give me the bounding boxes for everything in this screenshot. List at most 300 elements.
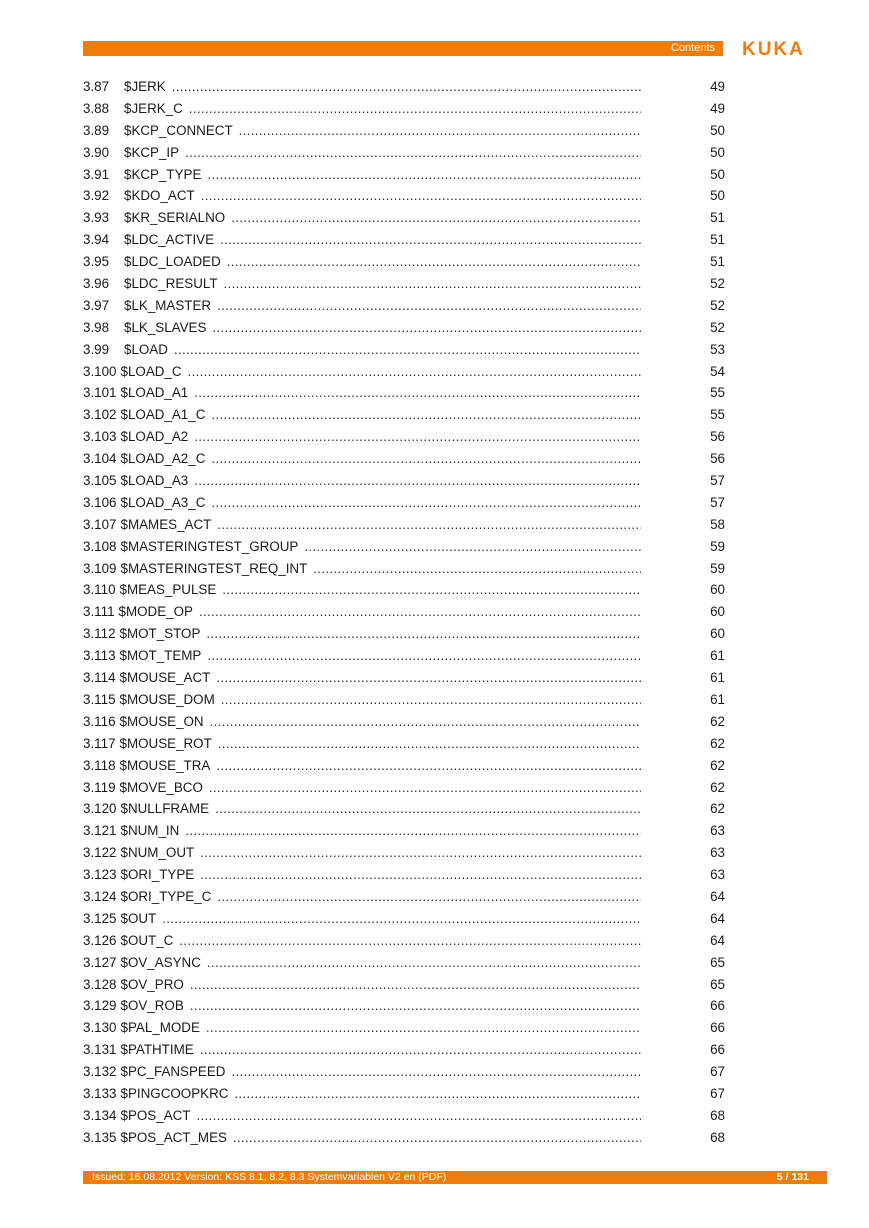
toc-entry[interactable] [83,777,725,799]
toc-entry-number: 3.97 [83,297,110,313]
toc-entry-number: 3.117 [83,735,116,751]
footer-bar [83,1171,827,1184]
toc-entry-page: 64 [710,932,725,948]
toc-entry[interactable] [83,317,725,339]
toc-leader-dots [207,952,641,974]
toc-entry-page: 55 [710,385,725,401]
toc-leader-dots [313,558,641,580]
toc-entry-number: 3.114 [83,670,116,686]
toc-entry-title: $JERK_C [124,100,183,116]
toc-entry-number: 3.95 [83,254,110,270]
toc-leader-dots [220,229,641,251]
toc-entry-title: $OUT_C [120,932,174,948]
toc-entry-number: 3.103 [83,429,117,445]
toc-entry[interactable] [83,426,725,448]
toc-leader-wrap [201,164,641,186]
toc-entry-title: $MOUSE_DOM [119,691,215,707]
toc-entry[interactable] [83,601,725,623]
toc-leader-dots [194,470,641,492]
toc-entry[interactable] [83,492,725,514]
toc-entry-page: 52 [710,297,725,313]
toc-entry-title: $LOAD_A1 [120,385,189,401]
toc-leader-wrap [190,1105,641,1127]
toc-entry-page: 66 [710,1020,725,1036]
toc-leader-wrap [200,1017,641,1039]
toc-leader-dots [199,601,641,623]
toc-entry-title: $NULLFRAME [120,801,210,817]
toc-leader-dots [200,842,641,864]
toc-leader-wrap [211,886,641,908]
toc-entry-number: 3.118 [83,757,116,773]
toc-leader-wrap [211,295,641,317]
toc-entry-number: 3.108 [83,538,117,554]
toc-entry-number: 3.99 [83,341,110,357]
toc-leader-dots [188,361,641,383]
toc-entry[interactable] [83,820,725,842]
toc-leader-wrap [210,667,641,689]
toc-leader-wrap [182,361,641,383]
toc-entry-page: 49 [710,79,725,94]
toc-entry-page: 50 [710,144,725,160]
toc-entry[interactable] [83,798,725,820]
toc-entry-title: $POS_ACT [120,1107,191,1123]
toc-entry-title: $LOAD_A3_C [120,494,206,510]
toc-entry-number: 3.135 [83,1129,117,1145]
toc-entry-number: 3.113 [83,648,116,664]
toc-entry[interactable] [83,930,725,952]
toc-entry[interactable] [83,1127,725,1149]
footer-issued-info: Issued: 16.08.2012 Version: KSS 8.1, 8.2, 8.3 Systemvariablen V2 en (PDF) [92,1171,447,1183]
toc-leader-wrap [173,930,641,952]
toc-entry-title: $MOT_STOP [119,626,201,642]
toc-leader-wrap [225,1061,641,1083]
toc-entry-number: 3.110 [83,582,116,598]
toc-leader-wrap [205,492,641,514]
toc-entry-page: 49 [710,100,725,116]
toc-entry-page: 55 [710,407,725,423]
toc-entry[interactable] [83,623,725,645]
toc-entry-number: 3.121 [83,823,117,839]
toc-entry-number: 3.122 [83,845,117,861]
toc-entry-page: 61 [710,648,725,664]
toc-entry-number: 3.125 [83,910,117,926]
toc-entry-page: 62 [710,801,725,817]
toc-leader-dots [224,273,641,295]
toc-leader-dots [218,733,641,755]
toc-entry-title: $LOAD_C [120,363,182,379]
toc-entry-number: 3.87 [83,79,110,94]
toc-entry[interactable] [83,886,725,908]
toc-entry-title: $MASTERINGTEST_REQ_INT [120,560,308,576]
toc-leader-wrap [204,711,641,733]
toc-leader-dots [221,689,641,711]
toc-entry-title: $PATHTIME [120,1042,194,1058]
toc-entry-title: $POS_ACT_MES [120,1129,227,1145]
toc-entry-number: 3.131 [83,1042,117,1058]
toc-leader-wrap [216,579,641,601]
toc-entry[interactable] [83,579,725,601]
toc-leader-wrap [215,689,641,711]
toc-entry-title: $LK_MASTER [124,297,212,313]
toc-leader-wrap [228,1083,641,1105]
toc-entry-page: 66 [710,998,725,1014]
toc-leader-dots [174,339,641,361]
toc-entry-number: 3.89 [83,122,110,138]
header-section-title: Contents [670,42,715,54]
toc-leader-wrap [188,470,641,492]
toc-entry-title: $ORI_TYPE_C [120,888,212,904]
toc-entry-number: 3.101 [83,385,117,401]
toc-entry-number: 3.100 [83,363,117,379]
toc-entry-title: $PAL_MODE [120,1020,200,1036]
toc-entry-number: 3.106 [83,494,117,510]
toc-entry-title: $LK_SLAVES [124,319,207,335]
toc-leader-dots [200,864,641,886]
toc-entry[interactable] [83,229,725,251]
toc-entry-title: $LDC_LOADED [124,254,221,270]
toc-leader-dots [217,886,641,908]
toc-entry-title: $LOAD_A1_C [120,407,206,423]
toc-leader-dots [217,514,641,536]
toc-entry-number: 3.120 [83,801,117,817]
svg-text:KUKA: KUKA [742,39,805,60]
toc-entry-title: $OV_ASYNC [120,954,201,970]
toc-entry-title: $KCP_CONNECT [124,122,233,138]
toc-entry-title: $MOVE_BCO [119,779,203,795]
toc-entry-page: 50 [710,122,725,138]
toc-leader-dots [217,295,641,317]
toc-entry-title: $MOUSE_TRA [119,757,211,773]
toc-entry-title: $MEAS_PULSE [119,582,217,598]
toc-entry[interactable] [83,470,725,492]
toc-entry-page: 54 [710,363,725,379]
toc-entry-page: 63 [710,845,725,861]
toc-entry-page: 68 [710,1107,725,1123]
toc-entry-title: $NUM_OUT [120,845,195,861]
toc-leader-dots [233,1127,641,1149]
toc-entry[interactable] [83,1105,725,1127]
toc-entry-title: $PINGCOOPKRC [120,1085,229,1101]
toc-leader-dots [212,317,641,339]
toc-leader-wrap [307,558,641,580]
toc-entry-page: 62 [710,713,725,729]
toc-entry[interactable] [83,251,725,273]
toc-leader-dots [196,1105,641,1127]
toc-entry-page: 57 [710,473,725,489]
toc-leader-wrap [205,404,641,426]
toc-entry-number: 3.91 [83,166,110,182]
toc-entry-page: 62 [710,779,725,795]
toc-entry-title: $MOUSE_ROT [119,735,212,751]
footer-page-number: 5 / 131 [776,1171,809,1183]
toc-entry[interactable] [83,404,725,426]
toc-leader-dots [162,908,641,930]
toc-entry-title: $LOAD_A2_C [120,451,206,467]
toc-leader-dots [227,251,641,273]
toc-entry[interactable] [83,120,725,142]
toc-entry-number: 3.88 [83,100,110,116]
toc-entry[interactable] [83,185,725,207]
toc-entry-page: 67 [710,1064,725,1080]
toc-entry[interactable] [83,864,725,886]
toc-entry-number: 3.107 [83,516,117,532]
toc-entry-number: 3.124 [83,888,117,904]
toc-entry-number: 3.105 [83,473,117,489]
toc-entry-page: 64 [710,888,725,904]
toc-entry-number: 3.129 [83,998,117,1014]
toc-leader-wrap [212,733,641,755]
toc-leader-dots [304,536,641,558]
toc-entry-page: 66 [710,1042,725,1058]
toc-leader-dots [207,164,641,186]
toc-entry-number: 3.90 [83,144,110,160]
toc-leader-dots [185,820,641,842]
toc-entry-title: $NUM_IN [120,823,180,839]
toc-leader-dots [207,645,641,667]
toc-leader-wrap [188,382,641,404]
toc-entry[interactable] [83,382,725,404]
toc-leader-dots [211,448,641,470]
toc-entry-number: 3.123 [83,867,117,883]
toc-leader-wrap [218,273,641,295]
toc-entry-page: 53 [710,341,725,357]
toc-leader-wrap [200,623,641,645]
toc-entry-number: 3.92 [83,188,110,204]
toc-entry-number: 3.132 [83,1064,117,1080]
toc-entry-number: 3.116 [83,713,116,729]
toc-entry-page: 58 [710,516,725,532]
toc-entry-title: $OV_PRO [120,976,184,992]
toc-leader-dots [216,667,641,689]
toc-entry-number: 3.94 [83,232,110,248]
toc-entry[interactable] [83,974,725,996]
toc-leader-wrap [210,755,641,777]
toc-entry-number: 3.98 [83,319,110,335]
toc-entry-title: $OV_ROB [120,998,184,1014]
toc-leader-dots [211,404,641,426]
toc-entry[interactable] [83,339,725,361]
toc-entry-title: $LOAD_A3 [120,473,189,489]
toc-entry-page: 56 [710,429,725,445]
toc-leader-dots [216,755,641,777]
toc-leader-wrap [179,820,641,842]
toc-entry-page: 60 [710,626,725,642]
toc-leader-wrap [195,185,641,207]
toc-leader-wrap [194,1039,641,1061]
toc-leader-dots [206,1017,641,1039]
toc-entry[interactable] [83,645,725,667]
toc-entry-title: $PC_FANSPEED [120,1064,226,1080]
toc-leader-wrap [179,142,641,164]
toc-entry-page: 60 [710,582,725,598]
header-bar [83,41,723,56]
toc-entry-page: 63 [710,823,725,839]
toc-leader-dots [231,207,641,229]
toc-entry-title: $LOAD_A2 [120,429,189,445]
toc-entry-page: 64 [710,910,725,926]
toc-leader-wrap [194,864,641,886]
toc-entry-number: 3.119 [83,779,116,795]
toc-entry-number: 3.134 [83,1107,117,1123]
toc-entry[interactable] [83,689,725,711]
toc-entry-page: 63 [710,867,725,883]
toc-leader-dots [190,995,641,1017]
toc-leader-wrap [201,952,641,974]
toc-leader-dots [222,579,641,601]
toc-leader-wrap [298,536,641,558]
toc-entry-page: 51 [710,254,725,270]
toc-entry-title: $OUT [120,910,157,926]
toc-entry[interactable] [83,733,725,755]
toc-entry-number: 3.96 [83,276,110,292]
toc-leader-wrap [214,229,641,251]
toc-leader-dots [190,974,641,996]
toc-entry[interactable] [83,1083,725,1105]
toc-leader-wrap [209,798,641,820]
toc-leader-wrap [233,120,641,142]
toc-entry[interactable] [83,908,725,930]
toc-entry-title: $MODE_OP [118,604,193,620]
toc-leader-dots [210,711,641,733]
toc-leader-dots [234,1083,641,1105]
toc-leader-dots [206,623,641,645]
kuka-logo [742,37,832,61]
toc-leader-dots [200,1039,641,1061]
toc-entry[interactable] [83,1061,725,1083]
toc-entry[interactable] [83,558,725,580]
toc-entry-page: 51 [710,210,725,226]
toc-leader-wrap [184,995,641,1017]
toc-entry[interactable] [83,76,725,98]
toc-entry-number: 3.127 [83,954,117,970]
toc-entry[interactable] [83,995,725,1017]
toc-entry-title: $LOAD [124,341,168,357]
toc-entry-page: 61 [710,670,725,686]
toc-leader-wrap [193,601,641,623]
toc-entry-page: 56 [710,451,725,467]
toc-entry-number: 3.130 [83,1020,117,1036]
toc-entry-number: 3.111 [83,604,115,620]
toc-entry-number: 3.112 [83,626,116,642]
toc-leader-wrap [205,448,641,470]
toc-entry-page: 50 [710,188,725,204]
toc-entry[interactable] [83,667,725,689]
toc-entry-number: 3.128 [83,976,117,992]
toc-entry-title: $JERK [124,79,166,94]
toc-leader-wrap [203,777,641,799]
toc-leader-wrap [206,317,641,339]
toc-entry-title: $MOT_TEMP [119,648,202,664]
toc-entry[interactable] [83,164,725,186]
toc-leader-wrap [225,207,641,229]
toc-entry[interactable] [83,711,725,733]
toc-leader-dots [231,1061,641,1083]
toc-entry-title: $MASTERINGTEST_GROUP [120,538,299,554]
toc-leader-wrap [194,842,641,864]
toc-entry-page: 61 [710,691,725,707]
toc-entry[interactable] [83,1017,725,1039]
toc-entry-title: $KCP_IP [124,144,180,160]
toc-entry[interactable] [83,842,725,864]
toc-leader-wrap [227,1127,641,1149]
toc-leader-wrap [168,339,641,361]
toc-entry-number: 3.115 [83,691,116,707]
toc-entry[interactable] [83,273,725,295]
toc-entry-number: 3.104 [83,451,117,467]
toc-leader-wrap [156,908,641,930]
toc-leader-wrap [201,645,641,667]
toc-leader-dots [185,142,641,164]
toc-leader-dots [215,798,641,820]
toc-entry-page: 59 [710,538,725,554]
toc-entry-title: $MOUSE_ON [119,713,204,729]
toc-leader-wrap [221,251,641,273]
toc-entry[interactable] [83,952,725,974]
toc-entry-page: 60 [710,604,725,620]
toc-entry[interactable] [83,514,725,536]
toc-entry-page: 65 [710,976,725,992]
toc-leader-wrap [188,426,641,448]
toc-entry[interactable] [83,536,725,558]
toc-entry-title: $MAMES_ACT [120,516,212,532]
toc-entry[interactable] [83,142,725,164]
toc-leader-dots [194,382,641,404]
toc-entry-page: 50 [710,166,725,182]
toc-entry[interactable] [83,207,725,229]
toc-entry-number: 3.102 [83,407,117,423]
toc-entry[interactable] [83,361,725,383]
toc-entry-page: 59 [710,560,725,576]
toc-entry-title: $KR_SERIALNO [124,210,226,226]
toc-leader-dots [239,120,641,142]
toc-entry-page: 62 [710,735,725,751]
toc-leader-wrap [211,514,641,536]
toc-entry-title: $LDC_ACTIVE [124,232,215,248]
toc-entry-title: $ORI_TYPE [120,867,195,883]
toc-entry-page: 62 [710,757,725,773]
toc-entry[interactable] [83,755,725,777]
toc-entry-page: 68 [710,1129,725,1145]
toc-entry-title: $KDO_ACT [124,188,195,204]
toc-leader-wrap [184,974,641,996]
toc-entry[interactable] [83,1039,725,1061]
toc-entry[interactable] [83,295,725,317]
toc-entry-page: 51 [710,232,725,248]
toc-entry-number: 3.93 [83,210,110,226]
toc-entry-page: 57 [710,494,725,510]
toc-entry-page: 52 [710,276,725,292]
toc-entry-page: 52 [710,319,725,335]
toc-leader-dots [189,98,641,120]
toc-leader-dots [201,185,641,207]
toc-entry[interactable] [83,448,725,470]
toc-entry-number: 3.126 [83,932,117,948]
toc-leader-dots [172,76,641,98]
toc-entry-title: $KCP_TYPE [124,166,202,182]
toc-entry-title: $LDC_RESULT [124,276,218,292]
toc-leader-dots [194,426,641,448]
toc-leader-wrap [166,76,641,98]
toc-entry-page: 65 [710,954,725,970]
toc-entry-title: $MOUSE_ACT [119,670,211,686]
toc-leader-dots [211,492,641,514]
toc-entry-page: 67 [710,1085,725,1101]
toc-leader-wrap [183,98,641,120]
toc-entry-number: 3.133 [83,1085,117,1101]
toc-entry-number: 3.109 [83,560,117,576]
toc-leader-dots [179,930,641,952]
toc-entry[interactable] [83,98,725,120]
